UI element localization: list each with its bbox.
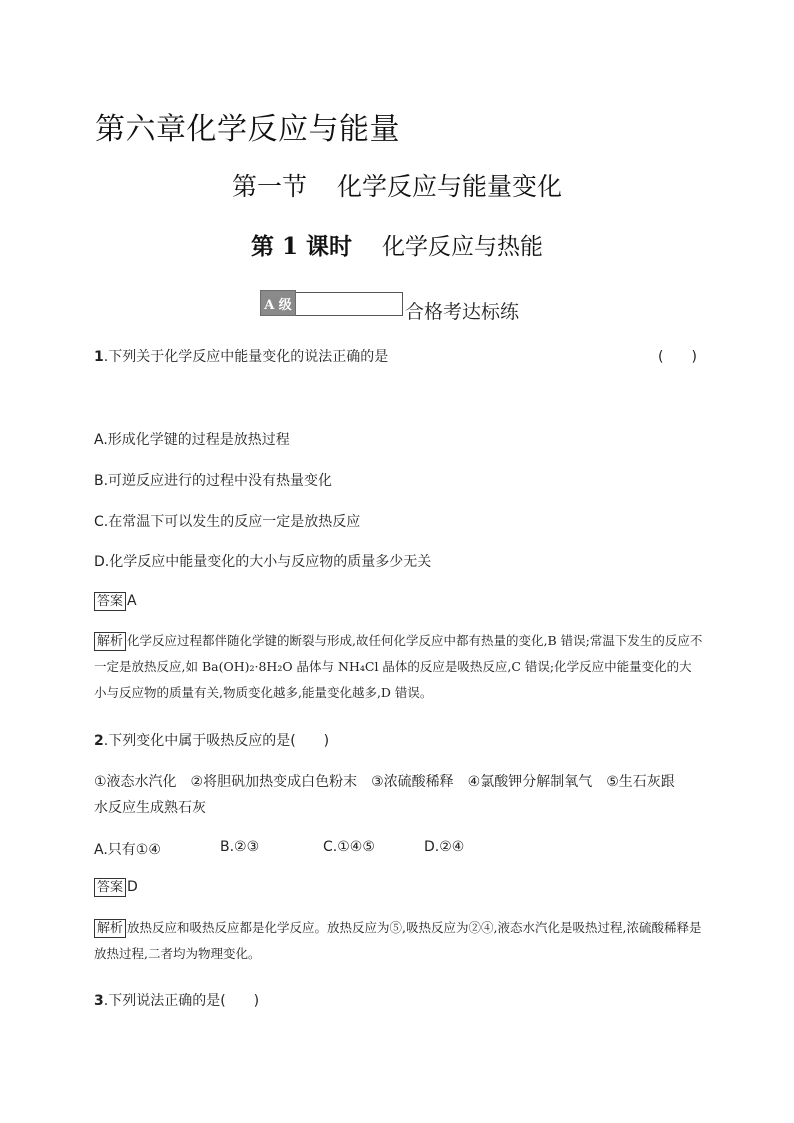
q2-answer <box>94 878 138 897</box>
section-name: 化学反应与能量变化 <box>337 172 563 201</box>
q3-number: 3 <box>94 993 104 1009</box>
lesson-title <box>0 228 794 261</box>
q1-option-a: A.形成化学键的过程是放热过程 <box>94 432 290 448</box>
q2-number: 2 <box>94 733 104 749</box>
level-label: 合格考达标练 <box>405 301 520 323</box>
section-title <box>0 167 794 203</box>
q1-option-c: C.在常温下可以发生的反应一定是放热反应 <box>94 514 361 530</box>
explain-label: 解析 <box>94 919 126 938</box>
chapter-title: 第六章化学反应与能量 <box>95 112 400 147</box>
q3-stem-text: .下列说法正确的是( ) <box>103 993 260 1009</box>
q1-answer-paren: ( ) <box>658 349 697 365</box>
q1-option-d: D.化学反应中能量变化的大小与反应物的质量多少无关 <box>94 554 432 570</box>
answer-label: 答案 <box>94 878 126 897</box>
explain-label: 解析 <box>94 632 126 651</box>
q2-explanation <box>94 915 704 967</box>
q1-answer <box>94 592 137 611</box>
q2-items-line1: ①液态水汽化 ②将胆矾加热变成白色粉末 ③浓硫酸稀释 ④氯酸钾分解制氧气 ⑤生石灰跟 <box>94 774 675 790</box>
q1-answer-value: A <box>127 593 137 609</box>
q1-option-b: B.可逆反应进行的过程中没有热量变化 <box>94 473 333 489</box>
q2-answer-value: D <box>127 879 138 895</box>
q2-stem-text: .下列变化中属于吸热反应的是( ) <box>103 733 330 749</box>
q2-option-a: A.只有①④ <box>94 842 161 858</box>
level-badge: A 级 <box>260 290 296 316</box>
q2-option-d: D.②④ <box>424 839 465 855</box>
answer-label: 答案 <box>94 592 126 611</box>
q3-stem <box>94 990 259 1010</box>
q2-option-c: C.①④⑤ <box>323 839 375 855</box>
q1-stem-text: .下列关于化学反应中能量变化的说法正确的是 <box>103 349 389 365</box>
lesson-number: 第 1 课时 <box>250 233 353 260</box>
q1-explanation <box>94 628 704 706</box>
q1-number: 1 <box>94 349 104 365</box>
q2-explanation-text: 放热反应和吸热反应都是化学反应。放热反应为⑤,吸热反应为②④,液态水汽化是吸热过程,浓硫酸稀释是放热过程,二者均为物理变化。 <box>94 920 702 961</box>
lesson-name: 化学反应与热能 <box>382 234 544 260</box>
q1-explanation-text: 化学反应过程都伴随化学键的断裂与形成,故任何化学反应中都有热量的变化,B 错误;常温下发生的反应不一定是放热反应,如 Ba(OH)₂·8H₂O 晶体与 NH₄Cl 晶体的反应是吸热反应,C 错误;化学反应中能量变化的大小与反应物的质量有关,物质变化越多,能量变化越多,D 错误。 <box>94 633 703 700</box>
q2-items-line2: 水反应生成熟石灰 <box>94 800 206 816</box>
q2-stem <box>94 730 329 750</box>
q1-stem <box>94 346 388 366</box>
level-heading <box>260 289 520 323</box>
level-underline <box>296 292 403 316</box>
q2-option-b: B.②③ <box>220 839 260 855</box>
section-number: 第一节 <box>231 172 307 201</box>
